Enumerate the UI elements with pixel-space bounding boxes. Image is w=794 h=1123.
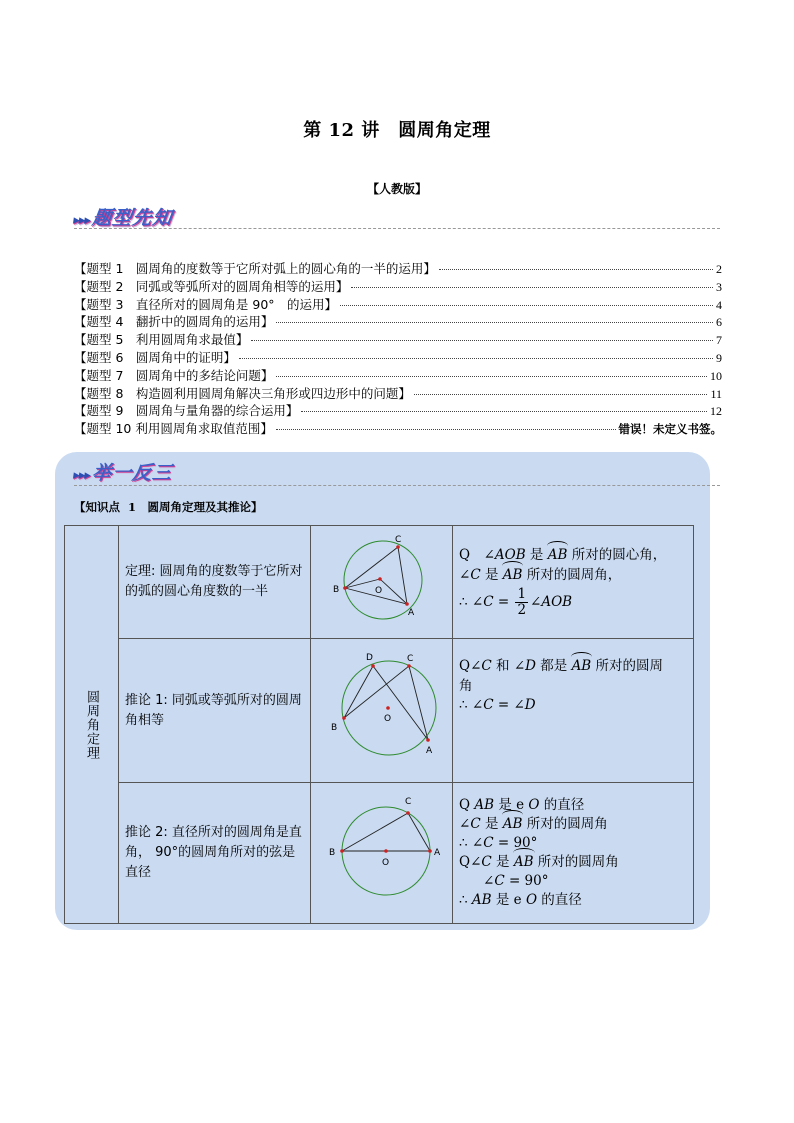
figure-cell <box>311 526 453 639</box>
leader-dots <box>340 293 713 306</box>
symbol: D <box>525 658 536 674</box>
text: ∴ ∠ <box>459 593 484 610</box>
angle-c-lines <box>342 813 430 851</box>
proof-line <box>459 815 687 834</box>
label-c: C <box>395 535 402 545</box>
proof-line <box>459 566 687 586</box>
point-o <box>386 706 390 710</box>
text: ∠ <box>459 566 471 583</box>
proof-line <box>459 853 687 872</box>
label-a: A <box>426 746 433 756</box>
text: 和 ∠ <box>491 658 526 674</box>
text: Q∠ <box>459 658 482 674</box>
text: ∴ ∠ <box>459 697 484 713</box>
angle-d-lines <box>344 666 428 740</box>
symbol: AOB <box>494 547 526 563</box>
toc-label: 【题型 2 同弧或等弧所对的圆周角相等的运用】 <box>74 278 349 294</box>
arc-symbol: AB <box>513 854 534 870</box>
leader-dots <box>414 382 708 395</box>
desc-cell <box>119 526 311 639</box>
arc-symbol: AB <box>502 816 523 832</box>
text: ∴ ∠ <box>459 835 484 851</box>
text: Q <box>459 797 475 813</box>
label-c: C <box>405 797 412 807</box>
toc-page: 6 <box>716 315 722 330</box>
edition-label: 【人教版】 <box>366 182 427 196</box>
toc-page: 3 <box>716 279 722 294</box>
point-a <box>405 602 409 606</box>
label-b: B <box>331 723 338 733</box>
symbol: AB <box>474 797 495 813</box>
corollary2-text: 推论 2: 直径所对的圆周角是直角， 90°的圆周角所对的弦是直径 <box>125 825 302 880</box>
label-c: C <box>407 654 414 664</box>
symbol: C <box>483 697 494 713</box>
figure-theorem <box>311 526 453 634</box>
leader-dots <box>239 346 713 359</box>
text: 是 e <box>491 892 526 908</box>
theorem-table <box>64 525 694 924</box>
section-banner-examples <box>72 458 174 484</box>
desc-cell <box>119 783 311 924</box>
text: 是 e <box>494 797 529 813</box>
divider <box>74 485 720 486</box>
toc-label: 【题型 6 圆周角中的证明】 <box>74 349 236 365</box>
text: 的直径 <box>537 892 582 908</box>
leader-dots <box>276 417 616 430</box>
symbol: C <box>470 816 481 832</box>
toc-label: 【题型 1 圆周角的度数等于它所对弧上的圆心角的一半的运用】 <box>74 261 436 276</box>
symbol: AOB <box>541 593 573 610</box>
point-o <box>384 849 388 853</box>
symbol: C <box>483 593 494 610</box>
text: 所对的圆周角， <box>522 566 622 583</box>
proof-line <box>459 796 687 815</box>
table-row <box>65 783 694 924</box>
text: = 90° <box>504 873 549 889</box>
text: ∠ <box>530 593 542 610</box>
toc-page: 9 <box>716 350 722 365</box>
proof-line <box>459 657 687 677</box>
proof-corollary1 <box>453 657 693 716</box>
point-c <box>407 664 411 668</box>
text: ∴ <box>459 892 472 908</box>
symbol: C <box>483 835 494 851</box>
label-b: B <box>329 848 336 858</box>
proof-line <box>459 696 687 716</box>
symbol: C <box>481 658 492 674</box>
text: ∠ <box>483 873 495 889</box>
banner-text: 举一反三 <box>90 462 174 484</box>
text: Q ∠ <box>459 547 495 563</box>
point-b <box>343 586 347 590</box>
point-d <box>371 664 375 668</box>
proof-line <box>459 587 687 618</box>
proof-line <box>459 891 687 910</box>
figure-corollary1 <box>311 639 453 778</box>
leader-dots <box>351 275 713 288</box>
symbol: AB <box>471 892 492 908</box>
toc-page: 4 <box>716 297 722 312</box>
figure-cell <box>311 639 453 783</box>
toc-label: 【题型 4 翻折中的圆周角的运用】 <box>74 314 274 330</box>
text: 是 <box>525 547 548 563</box>
point-c <box>406 811 410 815</box>
leader-dots <box>276 310 713 323</box>
arc-symbol: AB <box>503 566 523 586</box>
label-b: B <box>333 585 340 595</box>
symbol: D <box>524 697 536 713</box>
text: 所对的圆周 <box>591 658 664 674</box>
fraction <box>515 587 528 618</box>
side-label-cell <box>65 526 119 924</box>
denominator: 2 <box>517 602 527 618</box>
leader-dots <box>439 257 713 270</box>
text: 所对的圆周角 <box>522 816 608 832</box>
text: = 90° <box>493 835 538 851</box>
proof-cell <box>453 526 694 639</box>
text: 是 <box>480 816 503 832</box>
toc-label: 【题型 3 直径所对的圆周角是 90° 的运用】 <box>74 296 338 312</box>
table-of-contents <box>74 259 722 437</box>
toc-page: 12 <box>710 404 722 419</box>
side-label: 圆周角定理 <box>84 689 99 760</box>
point-a <box>426 738 430 742</box>
toc-label: 【题型 8 构造圆利用圆周角解决三角形或四边形中的问题】 <box>74 385 411 401</box>
desc-cell <box>119 639 311 783</box>
banner-text: 题型先知 <box>90 207 174 229</box>
proof-corollary2 <box>453 796 693 910</box>
toc-label: 【题型 9 圆周角与量角器的综合运用】 <box>74 403 299 419</box>
angle-c-lines <box>344 666 428 740</box>
point-o <box>378 577 382 581</box>
figure-cell <box>311 783 453 924</box>
label-o: O <box>375 586 383 596</box>
text: 所对的圆周角 <box>533 854 619 870</box>
proof-theorem <box>453 546 693 618</box>
figure-corollary2 <box>311 783 453 919</box>
theorem-text: 定理: 圆周角的度数等于它所对的弧的圆心角度数的一半 <box>125 564 303 599</box>
numerator: 1 <box>517 586 527 602</box>
text: 所对的圆心角， <box>567 547 667 563</box>
text: 是 <box>480 566 503 583</box>
arc-symbol: AB <box>548 546 568 566</box>
table-row <box>65 639 694 783</box>
proof-line: 角 <box>459 677 473 694</box>
text: = ∠ <box>493 697 525 713</box>
text: 的直径 <box>539 797 585 813</box>
triple-arrow-icon: ▸▸▸ <box>72 468 91 483</box>
symbol: C <box>470 566 481 583</box>
text: ∠ <box>459 816 471 832</box>
label-a: A <box>434 848 441 858</box>
label-a: A <box>408 608 415 618</box>
toc-label: 【题型 10 利用圆周角求取值范围】 <box>74 421 273 437</box>
label-o: O <box>384 714 392 724</box>
label-o: O <box>382 858 390 868</box>
toc-page: 2 <box>716 262 722 276</box>
divider <box>74 228 720 229</box>
proof-cell <box>453 639 694 783</box>
symbol: C <box>481 854 492 870</box>
page-title: 第 12 讲 圆周角定理 <box>303 120 491 141</box>
section-banner-types <box>72 203 174 229</box>
knowledge-point-heading: 【知识点 1 圆周角定理及其推论】 <box>74 500 263 514</box>
text: 是 <box>491 854 514 870</box>
text: 都是 <box>535 658 572 674</box>
point-b <box>340 849 344 853</box>
table-row <box>65 526 694 639</box>
leader-dots <box>301 399 707 412</box>
symbol: C <box>494 873 505 889</box>
point-c <box>396 545 400 549</box>
corollary1-text: 推论 1: 同弧或等弧所对的圆周角相等 <box>125 692 302 728</box>
toc-item[interactable] <box>74 419 722 437</box>
leader-dots <box>276 364 707 377</box>
toc-page-error: 错误！未定义书签。 <box>618 422 722 437</box>
toc-label: 【题型 7 圆周角中的多结论问题】 <box>74 367 274 383</box>
symbol: O <box>528 797 540 813</box>
arc-symbol: AB <box>572 657 592 677</box>
text: = <box>493 593 514 610</box>
label-d: D <box>366 653 373 663</box>
proof-cell <box>453 783 694 924</box>
point-b <box>342 716 346 720</box>
proof-line <box>459 872 687 891</box>
proof-line <box>459 546 687 566</box>
leader-dots <box>251 328 713 341</box>
proof-line <box>459 834 687 853</box>
triple-arrow-icon: ▸▸▸ <box>72 213 91 228</box>
toc-label: 【题型 5 利用圆周角求最值】 <box>74 332 249 348</box>
point-a <box>428 849 432 853</box>
toc-page: 10 <box>710 368 722 383</box>
symbol: O <box>525 892 538 908</box>
toc-page: 11 <box>710 386 722 401</box>
toc-page: 7 <box>716 333 722 348</box>
text: Q∠ <box>459 854 482 870</box>
